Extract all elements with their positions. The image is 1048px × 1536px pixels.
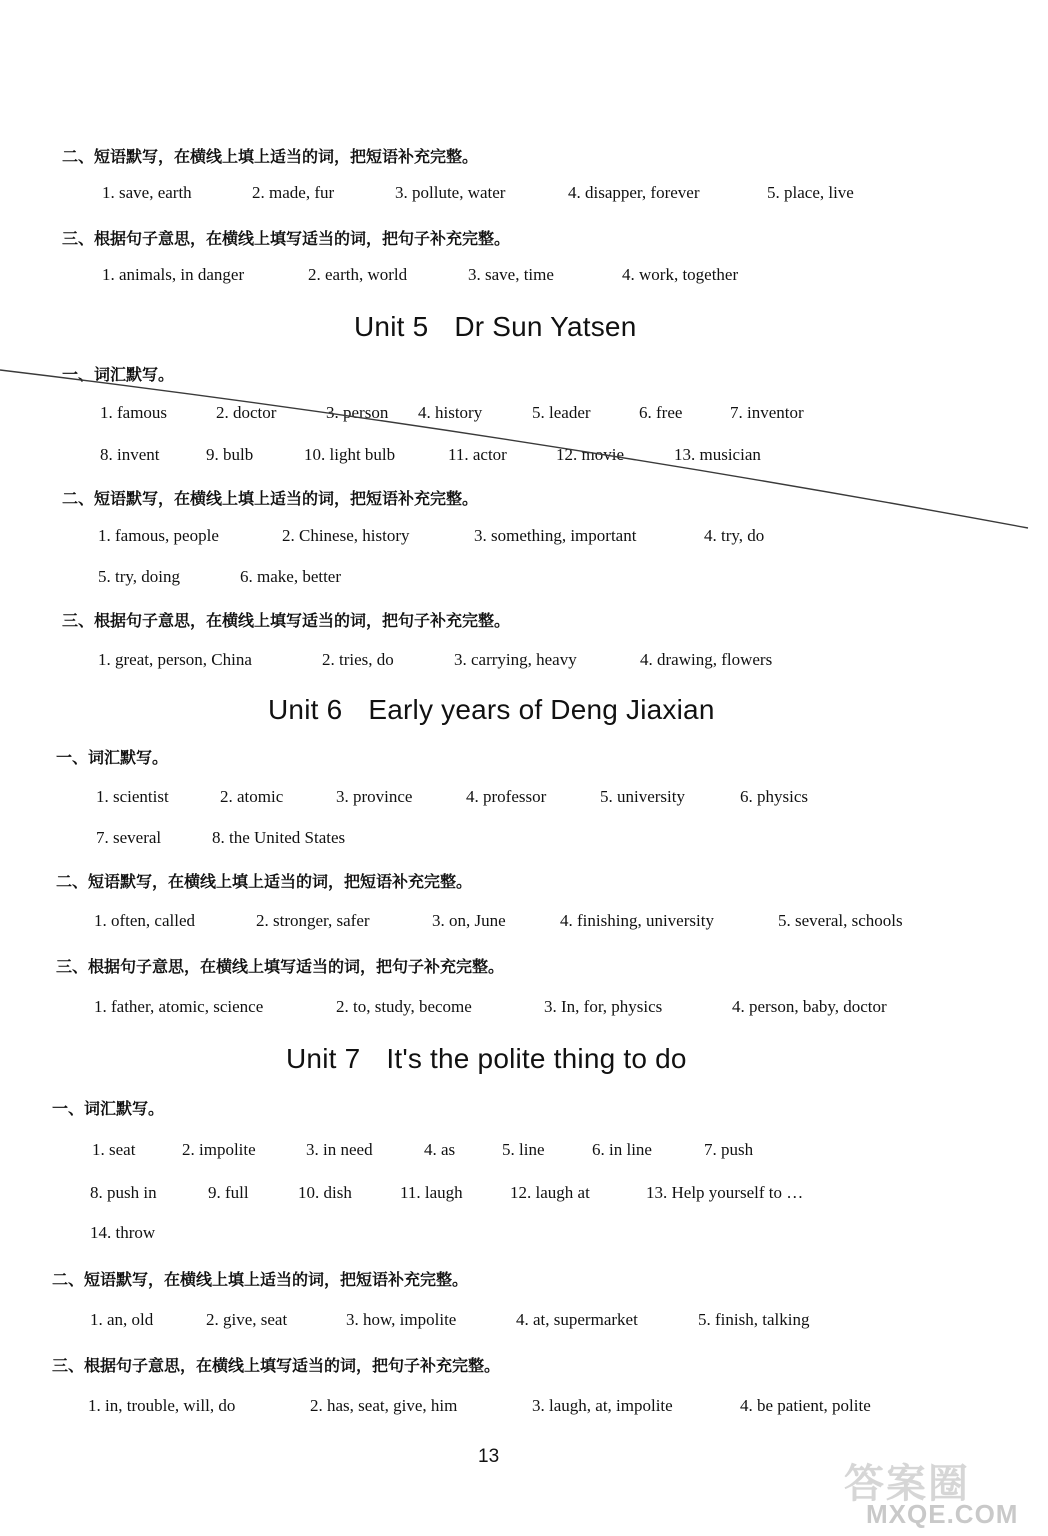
answer-item: 1. famous, people: [98, 526, 219, 545]
answer-item: 4. work, together: [622, 265, 739, 284]
answer-item: 6. make, better: [240, 567, 342, 586]
section-heading: 一、词汇默写。: [56, 748, 169, 767]
answer-item: 3. In, for, physics: [544, 997, 663, 1016]
answer-item: 4. at, supermarket: [516, 1310, 638, 1329]
answer-item: 3. in need: [306, 1140, 373, 1159]
answer-item: 2. give, seat: [206, 1310, 288, 1329]
answer-item: 7. push: [704, 1140, 754, 1159]
answer-item: 2. has, seat, give, him: [310, 1396, 458, 1415]
section-heading: 二、短语默写，在横线上填上适当的词，把短语补充完整。: [62, 489, 479, 508]
answer-item: 12. movie: [556, 445, 624, 464]
answer-item: 3. something, important: [474, 526, 637, 545]
watermark-site: MXQE.COM: [866, 1499, 1019, 1529]
unit-name: Dr Sun Yatsen: [454, 311, 637, 342]
section-heading: 一、词汇默写。: [52, 1099, 165, 1118]
answer-item: 3. carrying, heavy: [454, 650, 577, 669]
answer-item: 2. impolite: [182, 1140, 256, 1159]
answer-item: 5. several, schools: [778, 911, 903, 930]
answer-item: 8. invent: [100, 445, 160, 464]
answer-item: 3. save, time: [468, 265, 554, 284]
answer-item: 4. drawing, flowers: [640, 650, 773, 669]
answer-item: 9. full: [208, 1183, 249, 1202]
answer-item: 3. province: [336, 787, 413, 806]
answer-item: 8. push in: [90, 1183, 157, 1202]
answer-item: 1. great, person, China: [98, 650, 252, 669]
answer-item: 3. person: [326, 403, 389, 422]
answer-item: 1. famous: [100, 403, 168, 422]
answer-item: 1. father, atomic, science: [94, 997, 264, 1016]
answer-item: 5. university: [600, 787, 685, 806]
answer-item: 2. stronger, safer: [256, 911, 370, 930]
watermark-logo: 答案圈: [844, 1461, 970, 1507]
answer-item: 1. in, trouble, will, do: [88, 1396, 236, 1415]
answer-item: 2. Chinese, history: [282, 526, 410, 545]
answer-item: 5. leader: [532, 403, 591, 422]
unit-number: Unit 6: [268, 694, 343, 725]
answer-item: 2. atomic: [220, 787, 284, 806]
answer-item: 4. try, do: [704, 526, 765, 545]
answer-item: 5. finish, talking: [698, 1310, 810, 1329]
answer-item: 2. doctor: [216, 403, 277, 422]
answer-item: 4. as: [424, 1140, 456, 1159]
section-heading: 三、根据句子意思，在横线上填写适当的词，把句子补充完整。: [62, 611, 511, 630]
section-heading: 三、根据句子意思，在横线上填写适当的词，把句子补充完整。: [52, 1356, 501, 1375]
unit-number: Unit 7: [286, 1043, 361, 1074]
section-heading: 二、短语默写，在横线上填上适当的词，把短语补充完整。: [62, 147, 479, 166]
answer-item: 14. throw: [90, 1223, 156, 1242]
answer-item: 1. scientist: [96, 787, 169, 806]
answer-item: 4. history: [418, 403, 483, 422]
answer-item: 9. bulb: [206, 445, 254, 464]
answer-item: 6. in line: [592, 1140, 652, 1159]
answer-item: 10. light bulb: [304, 445, 396, 464]
answer-item: 5. place, live: [767, 183, 854, 202]
section-heading: 二、短语默写，在横线上填上适当的词，把短语补充完整。: [52, 1270, 469, 1289]
answer-item: 1. animals, in danger: [102, 265, 245, 284]
answer-item: 4. person, baby, doctor: [732, 997, 887, 1016]
unit-number: Unit 5: [354, 311, 429, 342]
section-heading: 三、根据句子意思，在横线上填写适当的词，把句子补充完整。: [62, 229, 511, 248]
watermark: [844, 1452, 1034, 1532]
answer-item: 5. try, doing: [98, 567, 181, 586]
answer-item: 11. actor: [448, 445, 507, 464]
answer-item: 5. line: [502, 1140, 545, 1159]
answer-item: 3. pollute, water: [395, 183, 506, 202]
answer-item: 13. Help yourself to …: [646, 1183, 804, 1202]
answer-item: 6. physics: [740, 787, 808, 806]
answer-item: 2. made, fur: [252, 183, 335, 202]
answer-item: 2. to, study, become: [336, 997, 472, 1016]
unit-title: [354, 311, 636, 343]
answer-item: 11. laugh: [400, 1183, 463, 1202]
section-heading: 一、词汇默写。: [62, 365, 175, 384]
section-heading: 三、根据句子意思，在横线上填写适当的词，把句子补充完整。: [56, 957, 505, 976]
answer-item: 4. disapper, forever: [568, 183, 700, 202]
unit-name: It's the polite thing to do: [386, 1043, 687, 1074]
section-heading: 二、短语默写，在横线上填上适当的词，把短语补充完整。: [56, 872, 473, 891]
unit-title: [268, 694, 715, 726]
answer-item: 7. several: [96, 828, 162, 847]
page-number: 13: [478, 1446, 500, 1467]
answer-item: 1. an, old: [90, 1310, 154, 1329]
answer-item: 6. free: [639, 403, 683, 422]
answer-item: 3. laugh, at, impolite: [532, 1396, 673, 1415]
answer-item: 13. musician: [674, 445, 761, 464]
unit-title: [286, 1043, 687, 1075]
answer-item: 7. inventor: [730, 403, 804, 422]
answer-item: 1. save, earth: [102, 183, 192, 202]
answer-item: 8. the United States: [212, 828, 346, 847]
answer-item: 3. how, impolite: [346, 1310, 457, 1329]
answer-item: 10. dish: [298, 1183, 352, 1202]
answer-item: 1. often, called: [94, 911, 196, 930]
answer-item: 1. seat: [92, 1140, 136, 1159]
answer-item: 2. earth, world: [308, 265, 408, 284]
unit-name: Early years of Deng Jiaxian: [368, 694, 715, 725]
answer-item: 4. professor: [466, 787, 547, 806]
answer-item: 12. laugh at: [510, 1183, 590, 1202]
answer-item: 3. on, June: [432, 911, 506, 930]
answer-item: 4. be patient, polite: [740, 1396, 871, 1415]
answer-item: 2. tries, do: [322, 650, 394, 669]
answer-item: 4. finishing, university: [560, 911, 714, 930]
